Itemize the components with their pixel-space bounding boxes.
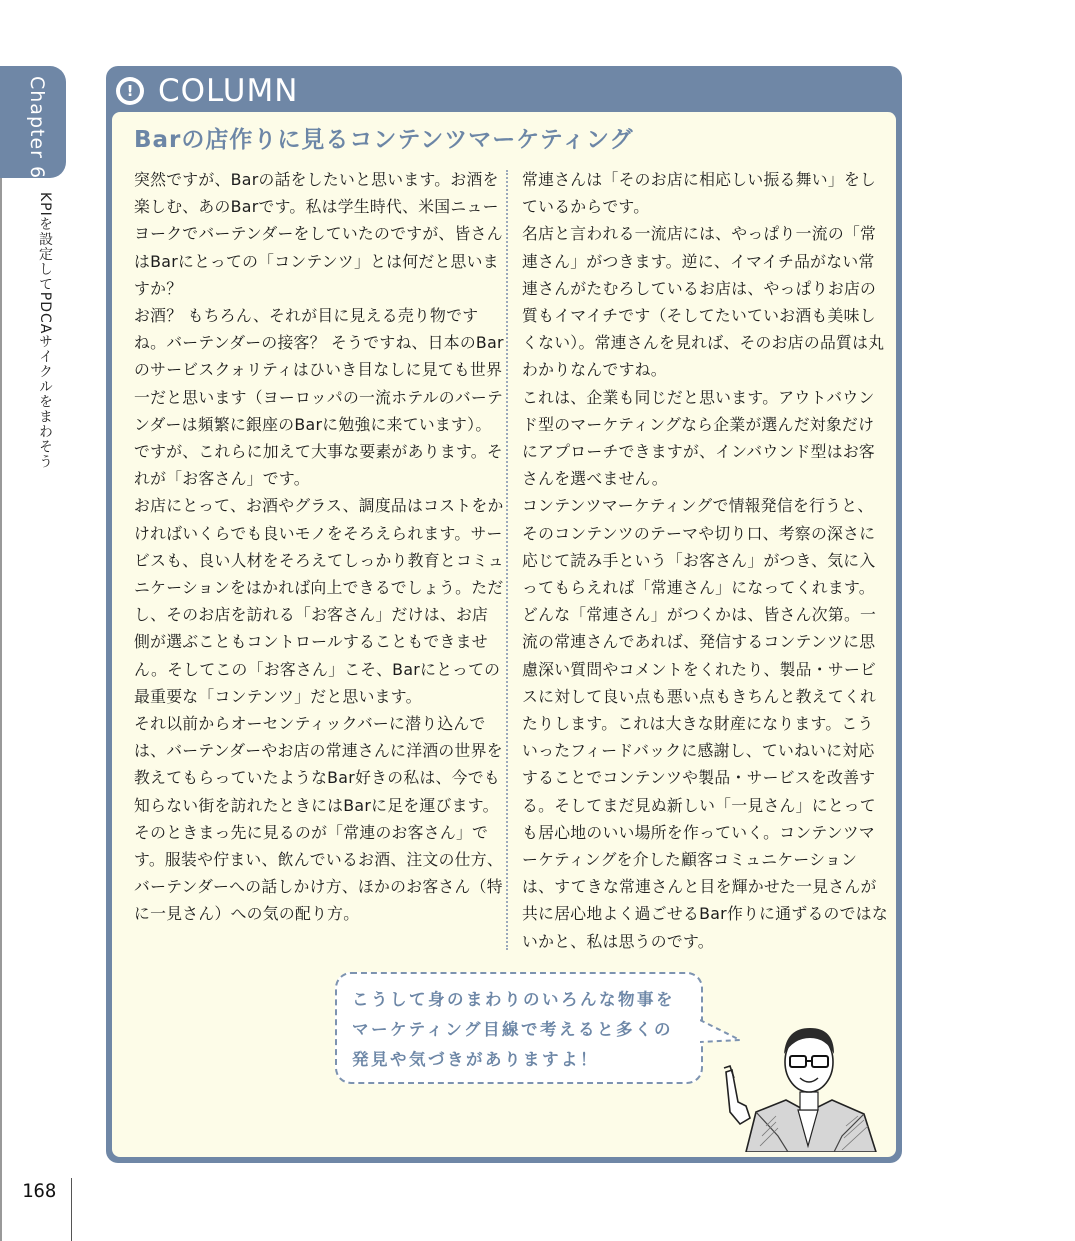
paragraph: これは、企業も同じだと思います。アウトバウンド型のマーケティングなら企業が選んだ対象だけにアプローチできますが、インバウンド型はお客さんを選べません。	[522, 387, 876, 489]
speech-bubble-text	[352, 985, 692, 1075]
author-illustration	[716, 1016, 880, 1152]
paragraph: 名店と言われる一流店には、やっぱり一流の「常連さん」がつきます。逆に、イマイチ品がない常連さんがたむろしているお店は、やっぱりお店の質もイマイチです（そしてたいていお酒も美味しくない）。常連さんを見れば、そのお店の品質は丸わかりなんですね。	[522, 224, 885, 380]
column-header	[116, 70, 298, 112]
bubble-line: こうして身のまわりのいろんな物事を	[352, 990, 675, 1009]
column-label: COLUMN	[158, 73, 299, 109]
paragraph: お酒？ もちろん、それが目に見える売り物ですね。バーテンダーの接客？ そうですね、日本のBarのサービスクォリティはひいき目なしに見ても世界一だと思います（ヨーロッパの一流ホテルのバーテンダーは頻繁に銀座のBarに勉強に来ています）。ですが、これらに加えて大事な要素があります。それが「お客さん」です。	[134, 306, 504, 489]
column-divider	[506, 170, 508, 950]
bubble-line: 発見や気づきがありますよ！	[352, 1050, 599, 1069]
bubble-line: マーケティング目線で考えると多くの	[352, 1020, 674, 1039]
column-text-right	[522, 166, 888, 955]
paragraph: それ以前からオーセンティックバーに潜り込んでは、バーテンダーやお店の常連さんに洋酒の世界を教えてもらっていたようなBar好きの私は、今でも知らない街を訪れたときにはBarに足を運びます。そのときまっ先に見るのが「常連のお客さん」です。服装や佇まい、飲んでいるお酒、注文の仕方、バーテンダーへの話しかけ方、ほかのお客さん（特に一見さん）への気の配り方。	[134, 714, 503, 924]
paragraph: コンテンツマーケティングで情報発信を行うと、そのコンテンツのテーマや切り口、考察の深さに応じて読み手という「お客さん」がつき、気に入ってもらえれば「常連さん」になってくれます。どんな「常連さん」がつくかは、皆さん次第。一流の常連さんであれば、発信するコンテンツに思慮深い質問やコメントをくれたり、製品・サービスに対して良い点も悪い点もきちんと教えてくれたりします。これは大きな財産になります。こういったフィードバックに感謝し、ていねいに対応することでコンテンツや製品・サービスを改善する。そしてまだ見ぬ新しい「一見さん」にとっても居心地のいい場所を作っていく。コンテンツマーケティングを介した顧客コミュニケーションは、すてきな常連さんと目を輝かせた一見さんが共に居心地よく過ごせるBar作りに通ずるのではないかと、私は思うのです。	[522, 496, 888, 951]
paragraph: 常連さんは「そのお店に相応しい振る舞い」をしているからです。	[522, 170, 877, 217]
page-number: 168	[22, 1180, 57, 1202]
column-title: Barの店作りに見るコンテンツマーケティング	[134, 127, 634, 153]
column-text-left	[134, 166, 504, 928]
chapter-rule	[0, 178, 2, 1241]
chapter-tab-label: Chapter 6	[26, 76, 48, 180]
chapter-subtitle: KPIを設定してPDCAサイクルをまわそう	[37, 192, 53, 470]
paragraph: 突然ですが、Barの話をしたいと思います。お酒を楽しむ、あのBarです。私は学生時代、米国ニューヨークでバーテンダーをしていたのですが、皆さんはBarにとっての「コンテンツ」とは何だと思いますか？	[134, 170, 503, 298]
paragraph: お店にとって、お酒やグラス、調度品はコストをかければいくらでも良いモノをそろえられます。サービスも、良い人材をそろえてしっかり教育とコミュニケーションをはかれば向上できるでしょう。ただし、そのお店を訪れる「お客さん」だけは、お店側が選ぶこともコントロールすることもできません。そしてこの「お客さん」こそ、Barにとっての最重要な「コンテンツ」だと思います。	[134, 496, 504, 706]
exclamation-circle-icon: !	[116, 77, 144, 105]
page-number-rule	[71, 1178, 72, 1241]
